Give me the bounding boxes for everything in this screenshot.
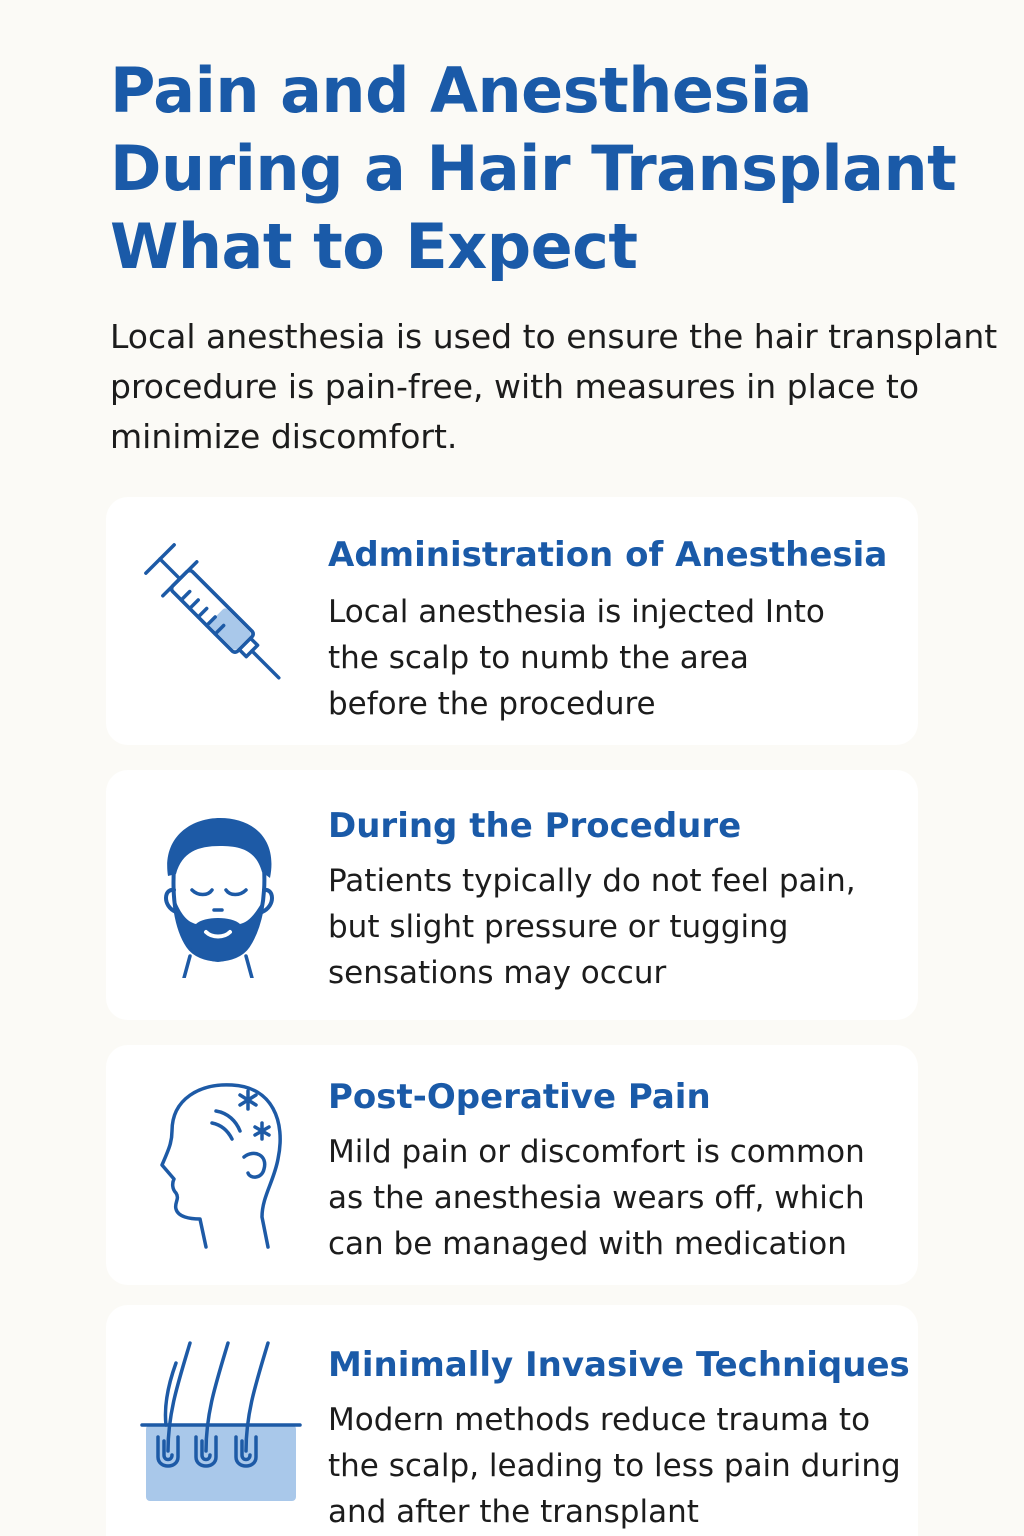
section-line: as the anesthesia wears off, which [328,1180,865,1216]
section-line: Patients typically do not feel pain, [328,863,856,899]
hair-follicle-icon [128,1333,308,1513]
intro-paragraph [110,312,998,462]
section-line: and after the transplant [328,1494,699,1530]
section-line: the scalp, leading to less pain during [328,1448,901,1484]
section-card-during-procedure [106,770,918,1020]
section-description [328,858,908,996]
intro-line: procedure is pain-free, with measures in place to [110,367,920,406]
page-title [110,52,990,286]
section-line: before the procedure [328,686,656,722]
section-line: Mild pain or discomfort is common [328,1134,865,1170]
intro-line: minimize discomfort. [110,417,458,456]
section-line: Local anesthesia is injected Into [328,594,825,630]
syringe-icon [128,527,308,707]
section-title: Minimally Invasive Techniques [328,1345,910,1385]
section-card-administration [106,497,918,745]
section-description [328,589,908,727]
section-line: can be managed with medication [328,1226,847,1262]
section-description [328,1129,908,1267]
section-title: Post-Operative Pain [328,1077,711,1117]
bearded-face-icon [128,798,308,978]
intro-line: Local anesthesia is used to ensure the hair transplant [110,317,998,356]
section-title: During the Procedure [328,806,742,846]
section-line: Modern methods reduce trauma to [328,1402,871,1438]
section-card-minimally-invasive [106,1305,918,1536]
head-pain-icon [128,1069,308,1249]
section-title: Administration of Anesthesia [328,535,888,575]
section-line: sensations may occur [328,955,667,991]
section-card-post-operative [106,1045,918,1285]
page-title-line: What to Expect [110,210,638,283]
page-title-line: Pain and Anesthesia [110,54,812,127]
page-title-line: During a Hair Transplant [110,132,957,205]
section-line: but slight pressure or tugging [328,909,789,945]
section-description [328,1397,908,1535]
section-line: the scalp to numb the area [328,640,749,676]
